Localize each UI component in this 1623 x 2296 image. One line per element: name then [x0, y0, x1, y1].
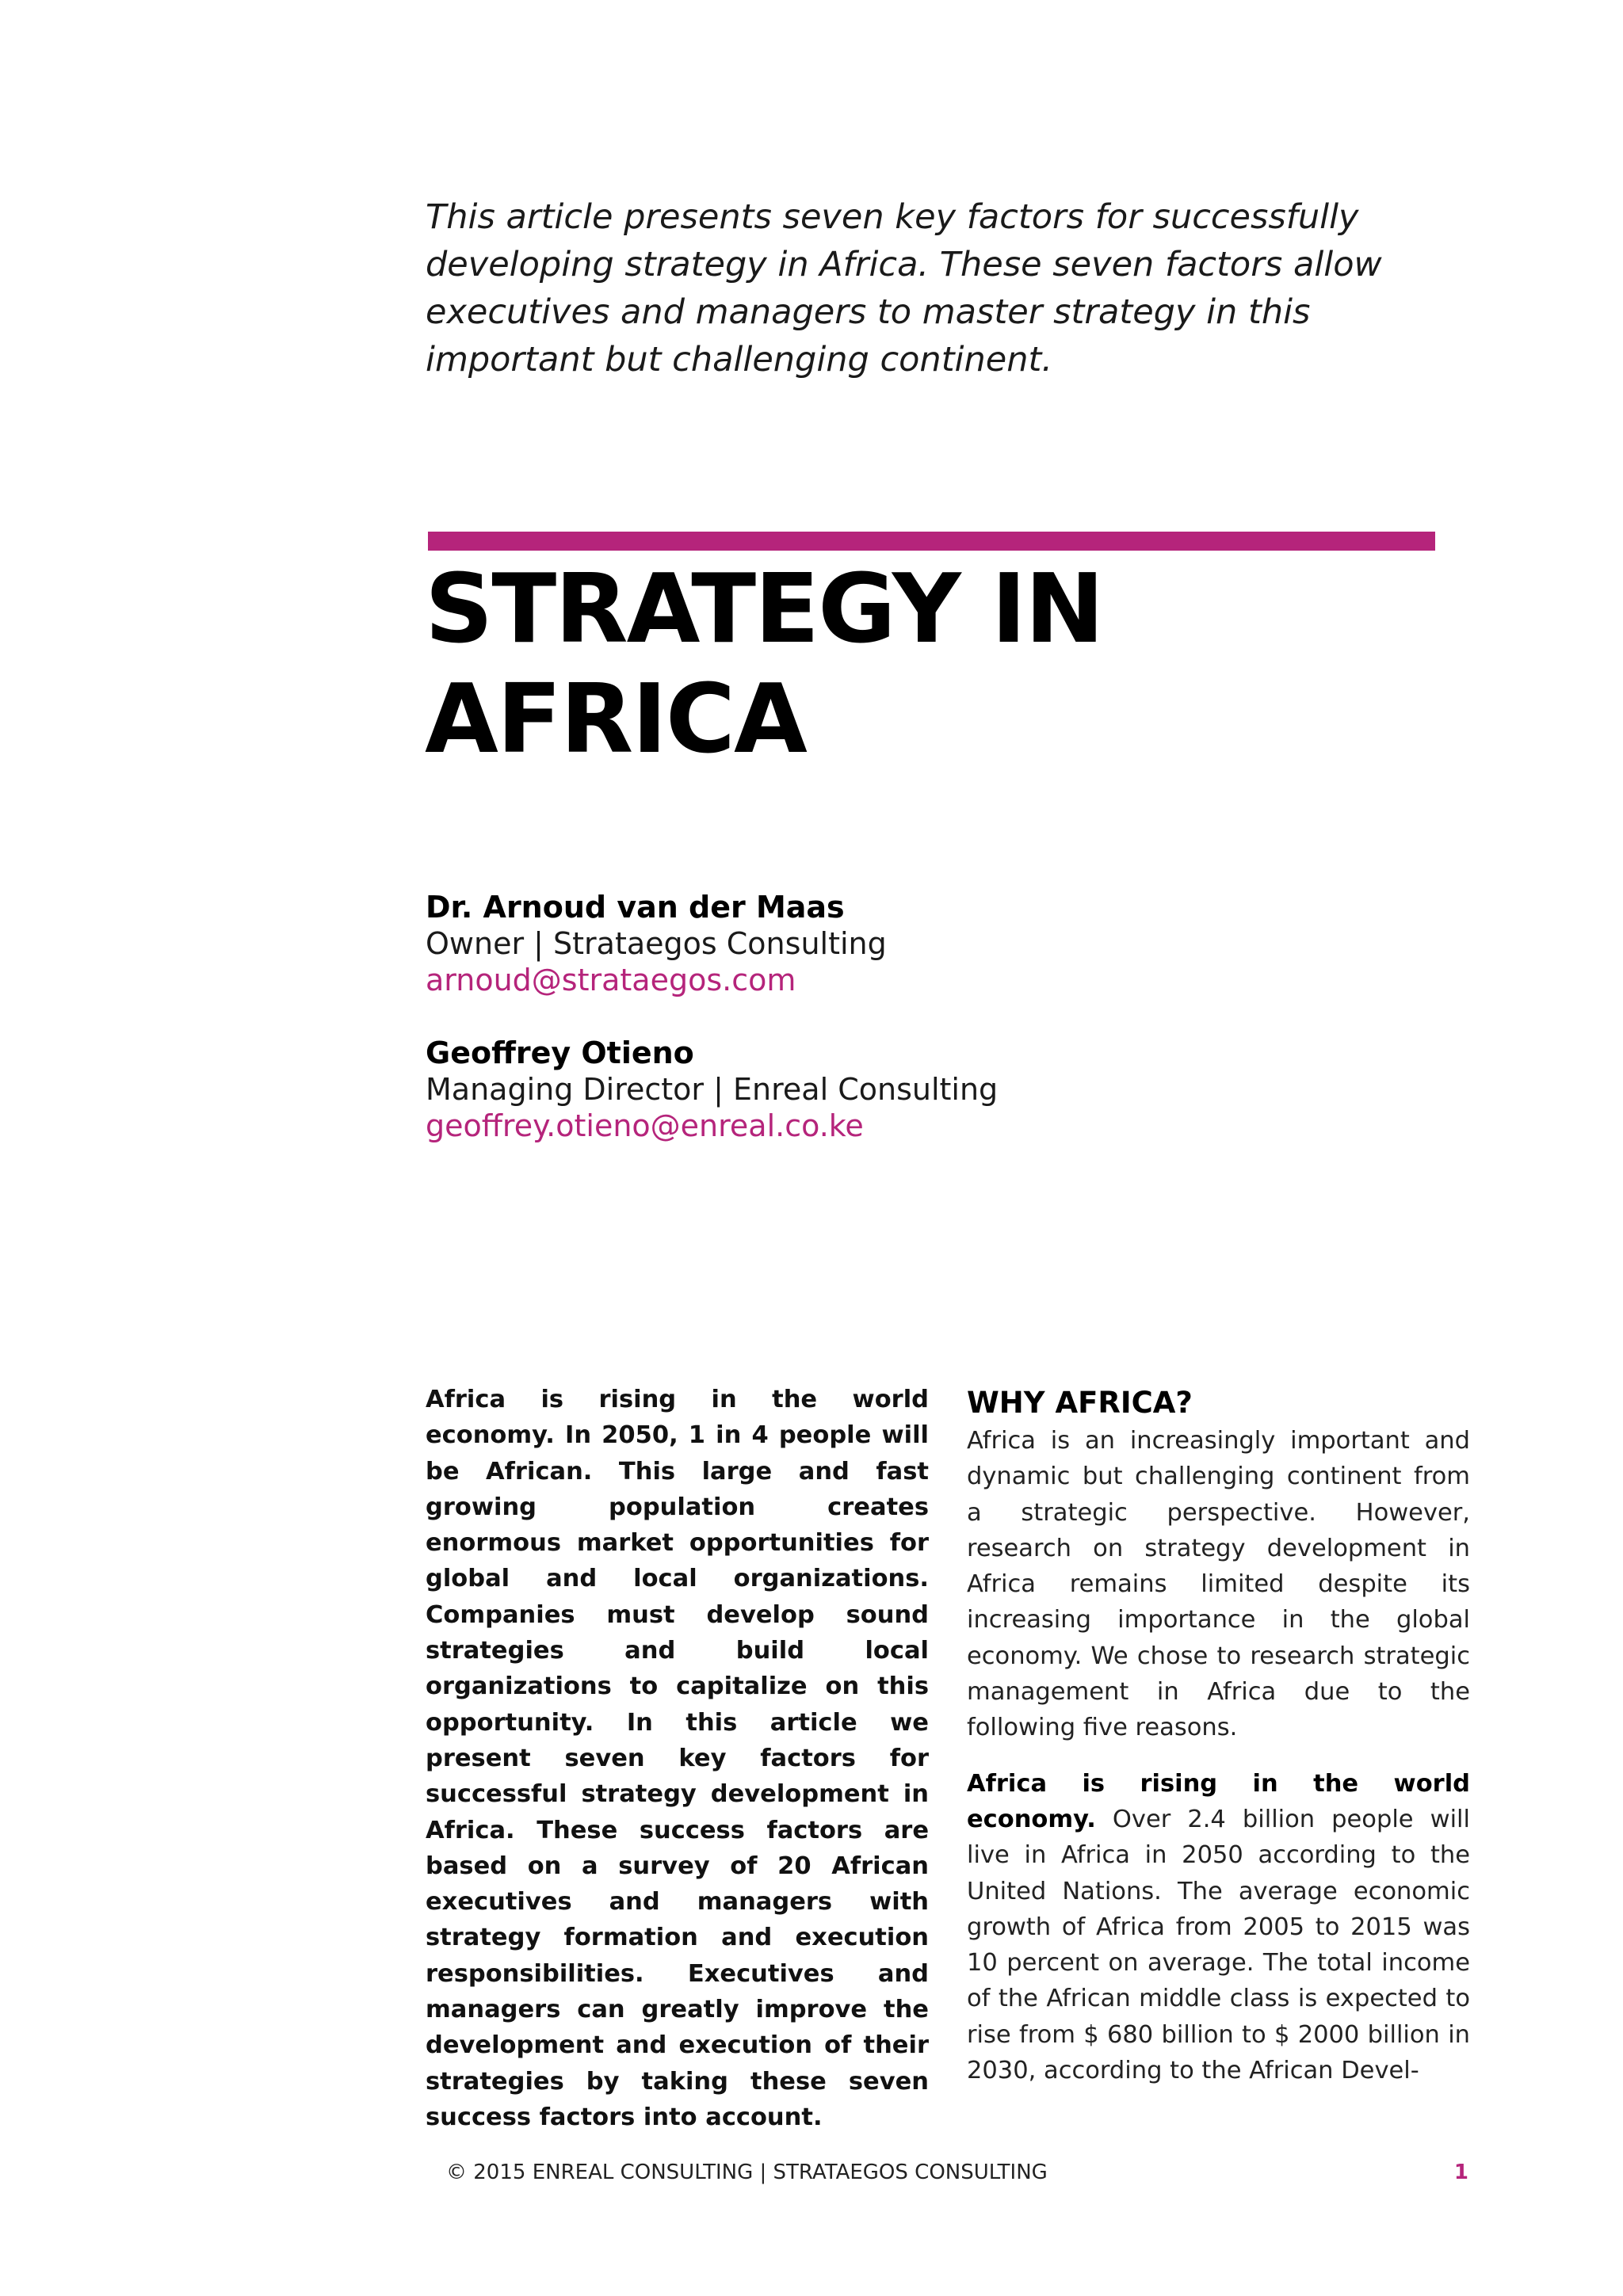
section-heading: WHY AFRICA?	[967, 1386, 1193, 1420]
title-line-1: STRATEGY IN	[425, 555, 1103, 665]
title-line-2: AFRICA	[425, 665, 806, 775]
author-email-link[interactable]: arnoud@strataegos.com	[426, 963, 796, 997]
title-accent-bar	[428, 532, 1435, 551]
article-title	[425, 555, 1455, 775]
author-name: Dr. Arnoud van der Maas	[426, 890, 845, 925]
paragraph-body: Over 2.4 billion people will live in Africa in 2050 according to the United Nations. The average economic growth of Africa from 2005 to 2015 was 10 percent on average. The total income of the African middle class is expected to rise from $ 680 billion to $ 2000 billion in 2030, according to the African Devel-	[967, 1805, 1470, 2085]
author-block	[426, 889, 1456, 998]
page-number: 1	[1453, 2161, 1468, 2184]
body-paragraph	[967, 1766, 1470, 2089]
page-footer	[446, 2157, 1468, 2188]
author-block	[426, 1035, 1456, 1144]
intro-text: This article presents seven key factors for successfully developing strategy in Africa. These seven factors allow executives and managers to master strategy in this important but challenging continent.	[426, 197, 1382, 379]
paragraph-lead: Africa is rising in the world economy.	[967, 1769, 1470, 1833]
author-role: Owner | Strataegos Consulting	[426, 926, 887, 961]
why-africa-section	[967, 1385, 1470, 2108]
author-email-link[interactable]: geoffrey.otieno@enreal.co.ke	[426, 1108, 864, 1143]
abstract-text: Africa is rising in the world economy. In 2050, 1 in 4 people will be African. This large and fast growing population creates enormous market opportunities for global and local organizations. Companies must develop sound strategies and build local organizations to capitalize on this opportunity. In this article we present seven key factors for successful strategy development in Africa. These success factors are based on a survey of 20 African executives and managers with strategy formation and execution responsibilities. Executives and managers can greatly improve the development and execution of their strategies by taking these seven success factors into account.	[426, 1386, 929, 2131]
footer-copyright: © 2015 ENREAL CONSULTING | STRATAEGOS CONSULTING	[446, 2161, 1048, 2184]
author-list	[426, 889, 1456, 1180]
author-name: Geoffrey Otieno	[426, 1035, 694, 1070]
body-paragraph: Africa is an increasingly important and dynamic but challenging continent from a strategic perspective. However, research on strategy development in Africa remains limited despite its increasing importance in the global economy. We chose to research strategic management in Africa due to the following five reasons.	[967, 1427, 1470, 1742]
author-role: Managing Director | Enreal Consulting	[426, 1072, 999, 1107]
